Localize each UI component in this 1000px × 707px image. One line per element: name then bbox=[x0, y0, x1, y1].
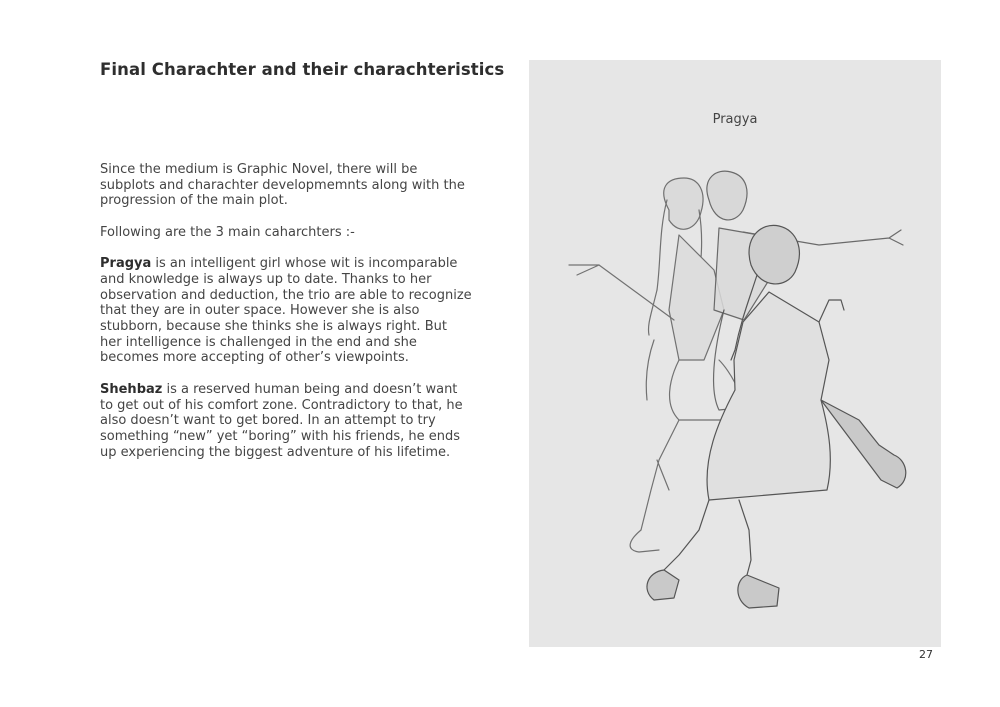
character-sketch bbox=[529, 60, 941, 647]
page-title: Final Charachter and their charachteristics bbox=[100, 60, 505, 79]
shehbaz-description: is a reserved human being and doesn’t want to get out of his comfort zone. Contradictory to that, he also doesn’t want to get bored. In an attempt to try something “new” yet “boring” with his friends, he ends up experiencing the biggest adventure of his lifetime. bbox=[100, 381, 463, 460]
following-paragraph: Following are the 3 main caharchters :- bbox=[100, 224, 355, 240]
illustration-panel bbox=[529, 60, 941, 647]
shehbaz-name: Shehbaz bbox=[100, 381, 163, 397]
body-text bbox=[100, 162, 472, 476]
shehbaz-paragraph bbox=[100, 382, 472, 461]
intro-paragraph: Since the medium is Graphic Novel, there will be subplots and charachter developmemnts along with the progression of the main plot. bbox=[100, 162, 465, 209]
illustration-label: Pragya bbox=[712, 112, 758, 127]
pragya-name: Pragya bbox=[100, 256, 152, 272]
pragya-description: is an intelligent girl whose wit is incomparable and knowledge is always up to date. Thanks to her observation and deduction, the trio are able to recognize that they are in outer space. However she is also stubborn, because she thinks she is always right. But her intelligence is challenged in the end and she becomes more accepting of other’s viewpoints. bbox=[100, 256, 472, 366]
pragya-paragraph bbox=[100, 256, 472, 366]
page-number: 27 bbox=[919, 648, 933, 661]
